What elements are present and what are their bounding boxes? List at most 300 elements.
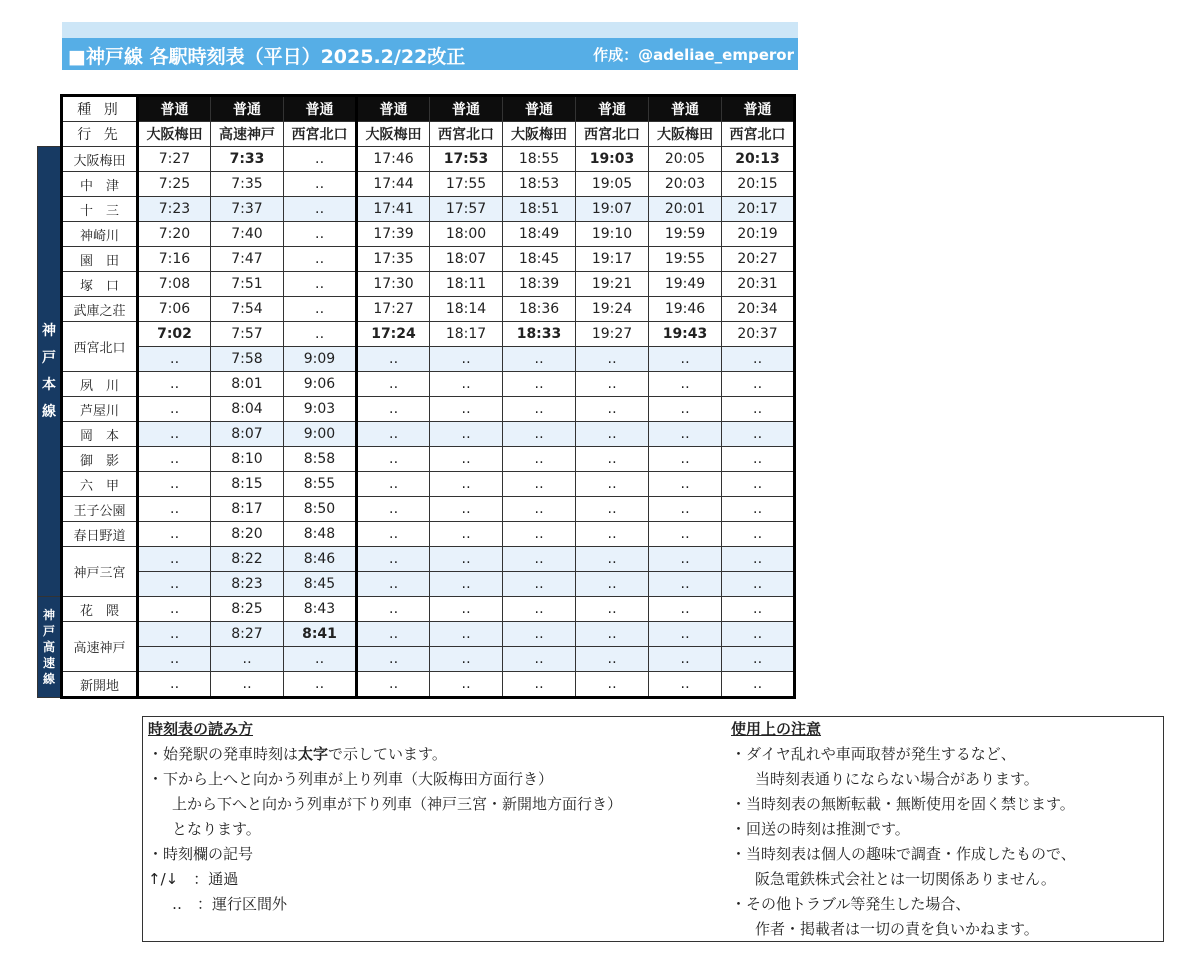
table-row xyxy=(38,222,795,247)
time-cell: ‥ xyxy=(357,597,430,622)
time-cell: 7:08 xyxy=(138,272,211,297)
time-cell: 8:46 xyxy=(284,547,357,572)
time-cell: ‥ xyxy=(649,422,722,447)
time-cell: 17:30 xyxy=(357,272,430,297)
time-cell: ‥ xyxy=(576,372,649,397)
time-cell: 7:40 xyxy=(211,222,284,247)
note-line: ・時刻欄の記号 xyxy=(148,845,254,863)
time-cell: ‥ xyxy=(503,547,576,572)
time-cell: 17:35 xyxy=(357,247,430,272)
time-cell: ‥ xyxy=(284,247,357,272)
time-cell: 19:59 xyxy=(649,222,722,247)
time-cell: ‥ xyxy=(649,497,722,522)
table-row xyxy=(38,247,795,272)
time-cell: ‥ xyxy=(722,397,795,422)
usage-notes xyxy=(731,717,1076,942)
time-cell: ‥ xyxy=(576,422,649,447)
station-name: 大阪梅田 xyxy=(62,147,138,172)
note-text: で示しています。 xyxy=(328,745,447,763)
time-cell: ‥ xyxy=(138,597,211,622)
time-cell: ‥ xyxy=(211,647,284,672)
time-cell: ‥ xyxy=(430,672,503,698)
time-cell: 19:07 xyxy=(576,197,649,222)
time-cell: ‥ xyxy=(284,272,357,297)
time-cell: 8:25 xyxy=(211,597,284,622)
time-cell: ‥ xyxy=(649,647,722,672)
time-cell: ‥ xyxy=(430,522,503,547)
station-name: 西宮北口 xyxy=(62,322,138,372)
time-cell: 18:11 xyxy=(430,272,503,297)
destination-header: 大阪梅田 xyxy=(649,122,722,147)
time-cell: 17:27 xyxy=(357,297,430,322)
time-cell: 20:31 xyxy=(722,272,795,297)
train-type-header: 普通 xyxy=(211,96,284,122)
time-cell: ‥ xyxy=(284,647,357,672)
time-cell: ‥ xyxy=(357,572,430,597)
note-line: ・その他トラブル等発生した場合、 xyxy=(731,895,971,913)
time-cell: ‥ xyxy=(649,547,722,572)
time-cell: ‥ xyxy=(503,597,576,622)
time-cell: ‥ xyxy=(357,622,430,647)
time-cell: 7:58 xyxy=(211,347,284,372)
time-cell: ‥ xyxy=(722,497,795,522)
reading-guide-title: 時刻表の読み方 xyxy=(148,720,254,738)
time-cell: ‥ xyxy=(722,572,795,597)
time-cell: ‥ xyxy=(503,672,576,698)
table-row xyxy=(38,172,795,197)
time-cell: 19:27 xyxy=(576,322,649,347)
time-cell: 19:17 xyxy=(576,247,649,272)
time-cell: 7:20 xyxy=(138,222,211,247)
time-cell: 8:55 xyxy=(284,472,357,497)
time-cell: ‥ xyxy=(284,172,357,197)
line-label-kobe-main xyxy=(38,147,62,597)
time-cell: ‥ xyxy=(138,522,211,547)
train-type-header: 普通 xyxy=(722,96,795,122)
destination-header: 西宮北口 xyxy=(430,122,503,147)
time-cell: 7:23 xyxy=(138,197,211,222)
table-row xyxy=(38,422,795,447)
station-name: 十 三 xyxy=(62,197,138,222)
line-label-char: 線 xyxy=(42,672,55,686)
time-cell: ‥ xyxy=(284,672,357,698)
time-cell: ‥ xyxy=(722,472,795,497)
time-cell: ‥ xyxy=(211,672,284,698)
time-cell: ‥ xyxy=(430,572,503,597)
time-cell: ‥ xyxy=(649,447,722,472)
time-cell: 17:39 xyxy=(357,222,430,247)
table-row xyxy=(38,372,795,397)
station-name: 花 隈 xyxy=(62,597,138,622)
table-row xyxy=(38,397,795,422)
time-cell: ‥ xyxy=(649,572,722,597)
line-label-char: 戸 xyxy=(42,624,55,638)
time-cell: 18:36 xyxy=(503,297,576,322)
note-line: ・当時刻表の無断転載・無断使用を固く禁じます。 xyxy=(731,795,1075,813)
station-name: 武庫之荘 xyxy=(62,297,138,322)
time-cell: ‥ xyxy=(503,372,576,397)
train-type-header: 普通 xyxy=(284,96,357,122)
time-cell: 18:51 xyxy=(503,197,576,222)
time-cell: 18:49 xyxy=(503,222,576,247)
table-row xyxy=(38,597,795,622)
reading-guide xyxy=(148,717,622,917)
time-cell: ‥ xyxy=(430,347,503,372)
time-cell: 8:48 xyxy=(284,522,357,547)
time-cell: ‥ xyxy=(357,522,430,547)
train-type-label: 種 別 xyxy=(62,96,138,122)
time-cell: ‥ xyxy=(722,447,795,472)
station-name: 芦屋川 xyxy=(62,397,138,422)
train-type-header: 普通 xyxy=(430,96,503,122)
table-row xyxy=(38,547,795,572)
time-cell: 7:06 xyxy=(138,297,211,322)
time-cell: 20:13 xyxy=(722,147,795,172)
time-cell: ‥ xyxy=(576,347,649,372)
time-cell: 8:23 xyxy=(211,572,284,597)
time-cell: 7:57 xyxy=(211,322,284,347)
time-cell: ‥ xyxy=(503,472,576,497)
destination-header: 大阪梅田 xyxy=(138,122,211,147)
time-cell: 19:03 xyxy=(576,147,649,172)
destination-header: 西宮北口 xyxy=(284,122,357,147)
time-cell: 18:33 xyxy=(503,322,576,347)
time-cell: 19:43 xyxy=(649,322,722,347)
author-credit: 作成：@adeliae_emperor xyxy=(593,46,794,64)
time-cell: 8:10 xyxy=(211,447,284,472)
destination-label: 行 先 xyxy=(62,122,138,147)
time-cell: ‥ xyxy=(722,547,795,572)
station-name: 王子公園 xyxy=(62,497,138,522)
time-cell: ‥ xyxy=(649,672,722,698)
usage-notes-title: 使用上の注意 xyxy=(731,720,822,738)
line-label-char: 神 xyxy=(42,608,55,622)
time-cell: ‥ xyxy=(576,647,649,672)
time-cell: ‥ xyxy=(430,397,503,422)
station-name: 御 影 xyxy=(62,447,138,472)
note-line: ・当時刻表は個人の趣味で調査・作成したもので、 xyxy=(731,845,1076,863)
line-label-char: 線 xyxy=(42,403,56,420)
table-row xyxy=(38,622,795,647)
note-line: 作者・掲載者は一切の責を負いかねます。 xyxy=(755,920,1039,938)
time-cell: ‥ xyxy=(649,622,722,647)
note-line: 当時刻表通りにならない場合があります。 xyxy=(755,770,1039,788)
time-cell: ‥ xyxy=(430,497,503,522)
time-cell: ‥ xyxy=(430,447,503,472)
time-cell: ‥ xyxy=(576,497,649,522)
note-text: ・始発駅の発車時刻は xyxy=(148,745,299,763)
note-bold-text: 太字 xyxy=(298,745,329,763)
station-name: 園 田 xyxy=(62,247,138,272)
time-cell: ‥ xyxy=(284,147,357,172)
time-cell: 8:07 xyxy=(211,422,284,447)
time-cell: ‥ xyxy=(576,447,649,472)
train-type-header: 普通 xyxy=(357,96,430,122)
time-cell: ‥ xyxy=(138,622,211,647)
destination-header: 大阪梅田 xyxy=(503,122,576,147)
time-cell: ‥ xyxy=(576,472,649,497)
time-cell: 7:16 xyxy=(138,247,211,272)
line-label-char: 本 xyxy=(42,376,56,393)
time-cell: 18:53 xyxy=(503,172,576,197)
table-row xyxy=(38,522,795,547)
time-cell: ‥ xyxy=(503,572,576,597)
time-cell: ‥ xyxy=(722,672,795,698)
time-cell: 8:45 xyxy=(284,572,357,597)
time-cell: ‥ xyxy=(138,672,211,698)
line-label-char: 戸 xyxy=(42,349,56,366)
time-cell: 17:24 xyxy=(357,322,430,347)
table-corner xyxy=(38,96,62,122)
note-line: 上から下へと向かう列車が下り列車（神戸三宮・新開地方面行き） xyxy=(172,795,623,813)
time-cell: 8:20 xyxy=(211,522,284,547)
table-row xyxy=(38,297,795,322)
time-cell: 20:03 xyxy=(649,172,722,197)
time-cell: ‥ xyxy=(430,622,503,647)
time-cell: ‥ xyxy=(503,447,576,472)
time-cell: ‥ xyxy=(576,622,649,647)
time-cell: ‥ xyxy=(138,472,211,497)
destination-header: 大阪梅田 xyxy=(357,122,430,147)
time-cell: 8:01 xyxy=(211,372,284,397)
time-cell: ‥ xyxy=(649,397,722,422)
time-cell: 20:01 xyxy=(649,197,722,222)
time-cell: ‥ xyxy=(430,647,503,672)
time-cell: 18:55 xyxy=(503,147,576,172)
time-cell: 19:21 xyxy=(576,272,649,297)
station-name: 新開地 xyxy=(62,672,138,698)
time-cell: 7:54 xyxy=(211,297,284,322)
timetable xyxy=(37,94,796,699)
time-cell: ‥ xyxy=(138,372,211,397)
station-name: 六 甲 xyxy=(62,472,138,497)
time-cell: ‥ xyxy=(138,422,211,447)
time-cell: 7:51 xyxy=(211,272,284,297)
time-cell: ‥ xyxy=(503,397,576,422)
time-cell: 17:46 xyxy=(357,147,430,172)
time-cell: ‥ xyxy=(357,672,430,698)
time-cell: ‥ xyxy=(138,447,211,472)
header-banner-strip xyxy=(62,22,798,38)
time-cell: 20:34 xyxy=(722,297,795,322)
line-label-char: 高 xyxy=(42,640,55,654)
time-cell: 20:27 xyxy=(722,247,795,272)
time-cell: ‥ xyxy=(503,347,576,372)
time-cell: 19:10 xyxy=(576,222,649,247)
station-name: 塚 口 xyxy=(62,272,138,297)
time-cell: 8:17 xyxy=(211,497,284,522)
time-cell: 9:09 xyxy=(284,347,357,372)
time-cell: 7:02 xyxy=(138,322,211,347)
table-row xyxy=(38,347,795,372)
time-cell: ‥ xyxy=(649,597,722,622)
time-cell: 20:37 xyxy=(722,322,795,347)
time-cell: ‥ xyxy=(430,422,503,447)
time-cell: ‥ xyxy=(503,622,576,647)
time-cell: 20:17 xyxy=(722,197,795,222)
note-line: ・下から上へと向かう列車が上り列車（大阪梅田方面行き） xyxy=(148,770,554,788)
time-cell: 9:03 xyxy=(284,397,357,422)
train-type-header: 普通 xyxy=(576,96,649,122)
table-row xyxy=(38,672,795,698)
time-cell: ‥ xyxy=(722,522,795,547)
table-row xyxy=(38,497,795,522)
time-cell: ‥ xyxy=(284,322,357,347)
line-label-char: 神 xyxy=(42,322,56,339)
time-cell: 8:43 xyxy=(284,597,357,622)
table-row xyxy=(38,272,795,297)
time-cell: 8:50 xyxy=(284,497,357,522)
note-line: となります。 xyxy=(172,820,261,838)
train-type-header: 普通 xyxy=(649,96,722,122)
time-cell: ‥ xyxy=(576,547,649,572)
time-cell: 7:25 xyxy=(138,172,211,197)
time-cell: 8:58 xyxy=(284,447,357,472)
time-cell: ‥ xyxy=(576,597,649,622)
table-row xyxy=(38,147,795,172)
time-cell: 7:27 xyxy=(138,147,211,172)
time-cell: 8:15 xyxy=(211,472,284,497)
time-cell: ‥ xyxy=(138,572,211,597)
time-cell: 19:05 xyxy=(576,172,649,197)
time-cell: ‥ xyxy=(357,347,430,372)
time-cell: 7:33 xyxy=(211,147,284,172)
time-cell: ‥ xyxy=(649,372,722,397)
table-row xyxy=(38,572,795,597)
destination-header: 西宮北口 xyxy=(576,122,649,147)
time-cell: ‥ xyxy=(576,397,649,422)
line-label-char: 速 xyxy=(42,656,55,670)
time-cell: ‥ xyxy=(284,222,357,247)
train-type-header: 普通 xyxy=(138,96,211,122)
time-cell: ‥ xyxy=(138,547,211,572)
time-cell: ‥ xyxy=(430,472,503,497)
time-cell: 18:45 xyxy=(503,247,576,272)
time-cell: ‥ xyxy=(503,422,576,447)
time-cell: ‥ xyxy=(357,497,430,522)
header-banner xyxy=(62,38,798,70)
time-cell: ‥ xyxy=(722,647,795,672)
symbol-out-of-service-note: ‥ ：運行区間外 xyxy=(172,895,288,913)
symbol-pass-note: ↑/↓ ：通過 xyxy=(148,870,239,888)
time-cell: 19:55 xyxy=(649,247,722,272)
table-row xyxy=(38,472,795,497)
time-cell: 19:49 xyxy=(649,272,722,297)
destination-header: 高速神戸 xyxy=(211,122,284,147)
table-corner xyxy=(38,122,62,147)
time-cell: ‥ xyxy=(284,297,357,322)
table-row xyxy=(38,447,795,472)
time-cell: 18:39 xyxy=(503,272,576,297)
time-cell: ‥ xyxy=(722,422,795,447)
table-row xyxy=(38,322,795,347)
time-cell: ‥ xyxy=(576,572,649,597)
time-cell: 18:17 xyxy=(430,322,503,347)
station-name: 神崎川 xyxy=(62,222,138,247)
time-cell: 20:15 xyxy=(722,172,795,197)
time-cell: 8:41 xyxy=(284,622,357,647)
station-name: 中 津 xyxy=(62,172,138,197)
note-line: 阪急電鉄株式会社とは一切関係ありません。 xyxy=(755,870,1056,888)
time-cell: ‥ xyxy=(503,497,576,522)
time-cell: 9:06 xyxy=(284,372,357,397)
time-cell: ‥ xyxy=(357,472,430,497)
time-cell: ‥ xyxy=(357,422,430,447)
time-cell: ‥ xyxy=(430,547,503,572)
time-cell: ‥ xyxy=(430,597,503,622)
time-cell: ‥ xyxy=(138,397,211,422)
note-line xyxy=(148,742,622,767)
time-cell: ‥ xyxy=(722,622,795,647)
line-label-kobe-kosoku xyxy=(38,597,62,698)
time-cell: ‥ xyxy=(722,597,795,622)
time-cell: 9:00 xyxy=(284,422,357,447)
time-cell: ‥ xyxy=(430,372,503,397)
time-cell: 17:44 xyxy=(357,172,430,197)
train-type-header: 普通 xyxy=(503,96,576,122)
time-cell: 20:05 xyxy=(649,147,722,172)
time-cell: 17:57 xyxy=(430,197,503,222)
time-cell: ‥ xyxy=(503,647,576,672)
station-name: 夙 川 xyxy=(62,372,138,397)
time-cell: ‥ xyxy=(284,197,357,222)
time-cell: 20:19 xyxy=(722,222,795,247)
time-cell: 19:24 xyxy=(576,297,649,322)
station-name: 神戸三宮 xyxy=(62,547,138,597)
time-cell: 7:37 xyxy=(211,197,284,222)
station-name: 高速神戸 xyxy=(62,622,138,672)
time-cell: 18:00 xyxy=(430,222,503,247)
time-cell: ‥ xyxy=(649,472,722,497)
table-row xyxy=(38,197,795,222)
time-cell: ‥ xyxy=(649,522,722,547)
time-cell: ‥ xyxy=(576,672,649,698)
table-row xyxy=(38,647,795,672)
time-cell: 17:55 xyxy=(430,172,503,197)
time-cell: 7:35 xyxy=(211,172,284,197)
time-cell: ‥ xyxy=(576,522,649,547)
note-line: ・回送の時刻は推測です。 xyxy=(731,820,910,838)
note-line: ・ダイヤ乱れや車両取替が発生するなど、 xyxy=(731,745,1016,763)
time-cell: 19:46 xyxy=(649,297,722,322)
time-cell: ‥ xyxy=(138,497,211,522)
time-cell: ‥ xyxy=(138,647,211,672)
time-cell: ‥ xyxy=(138,347,211,372)
station-name: 春日野道 xyxy=(62,522,138,547)
page-title: ■神戸線 各駅時刻表（平日）2025.2/22改正 xyxy=(68,46,466,68)
destination-header: 西宮北口 xyxy=(722,122,795,147)
time-cell: ‥ xyxy=(357,547,430,572)
time-cell: ‥ xyxy=(357,372,430,397)
time-cell: ‥ xyxy=(357,447,430,472)
notes-box xyxy=(142,716,1164,942)
time-cell: ‥ xyxy=(722,372,795,397)
time-cell: ‥ xyxy=(357,397,430,422)
time-cell: 18:14 xyxy=(430,297,503,322)
time-cell: ‥ xyxy=(649,347,722,372)
station-name: 岡 本 xyxy=(62,422,138,447)
time-cell: 8:22 xyxy=(211,547,284,572)
time-cell: ‥ xyxy=(503,522,576,547)
time-cell: ‥ xyxy=(722,347,795,372)
time-cell: 17:53 xyxy=(430,147,503,172)
time-cell: 17:41 xyxy=(357,197,430,222)
time-cell: 8:27 xyxy=(211,622,284,647)
time-cell: ‥ xyxy=(357,647,430,672)
time-cell: 8:04 xyxy=(211,397,284,422)
time-cell: 7:47 xyxy=(211,247,284,272)
time-cell: 18:07 xyxy=(430,247,503,272)
